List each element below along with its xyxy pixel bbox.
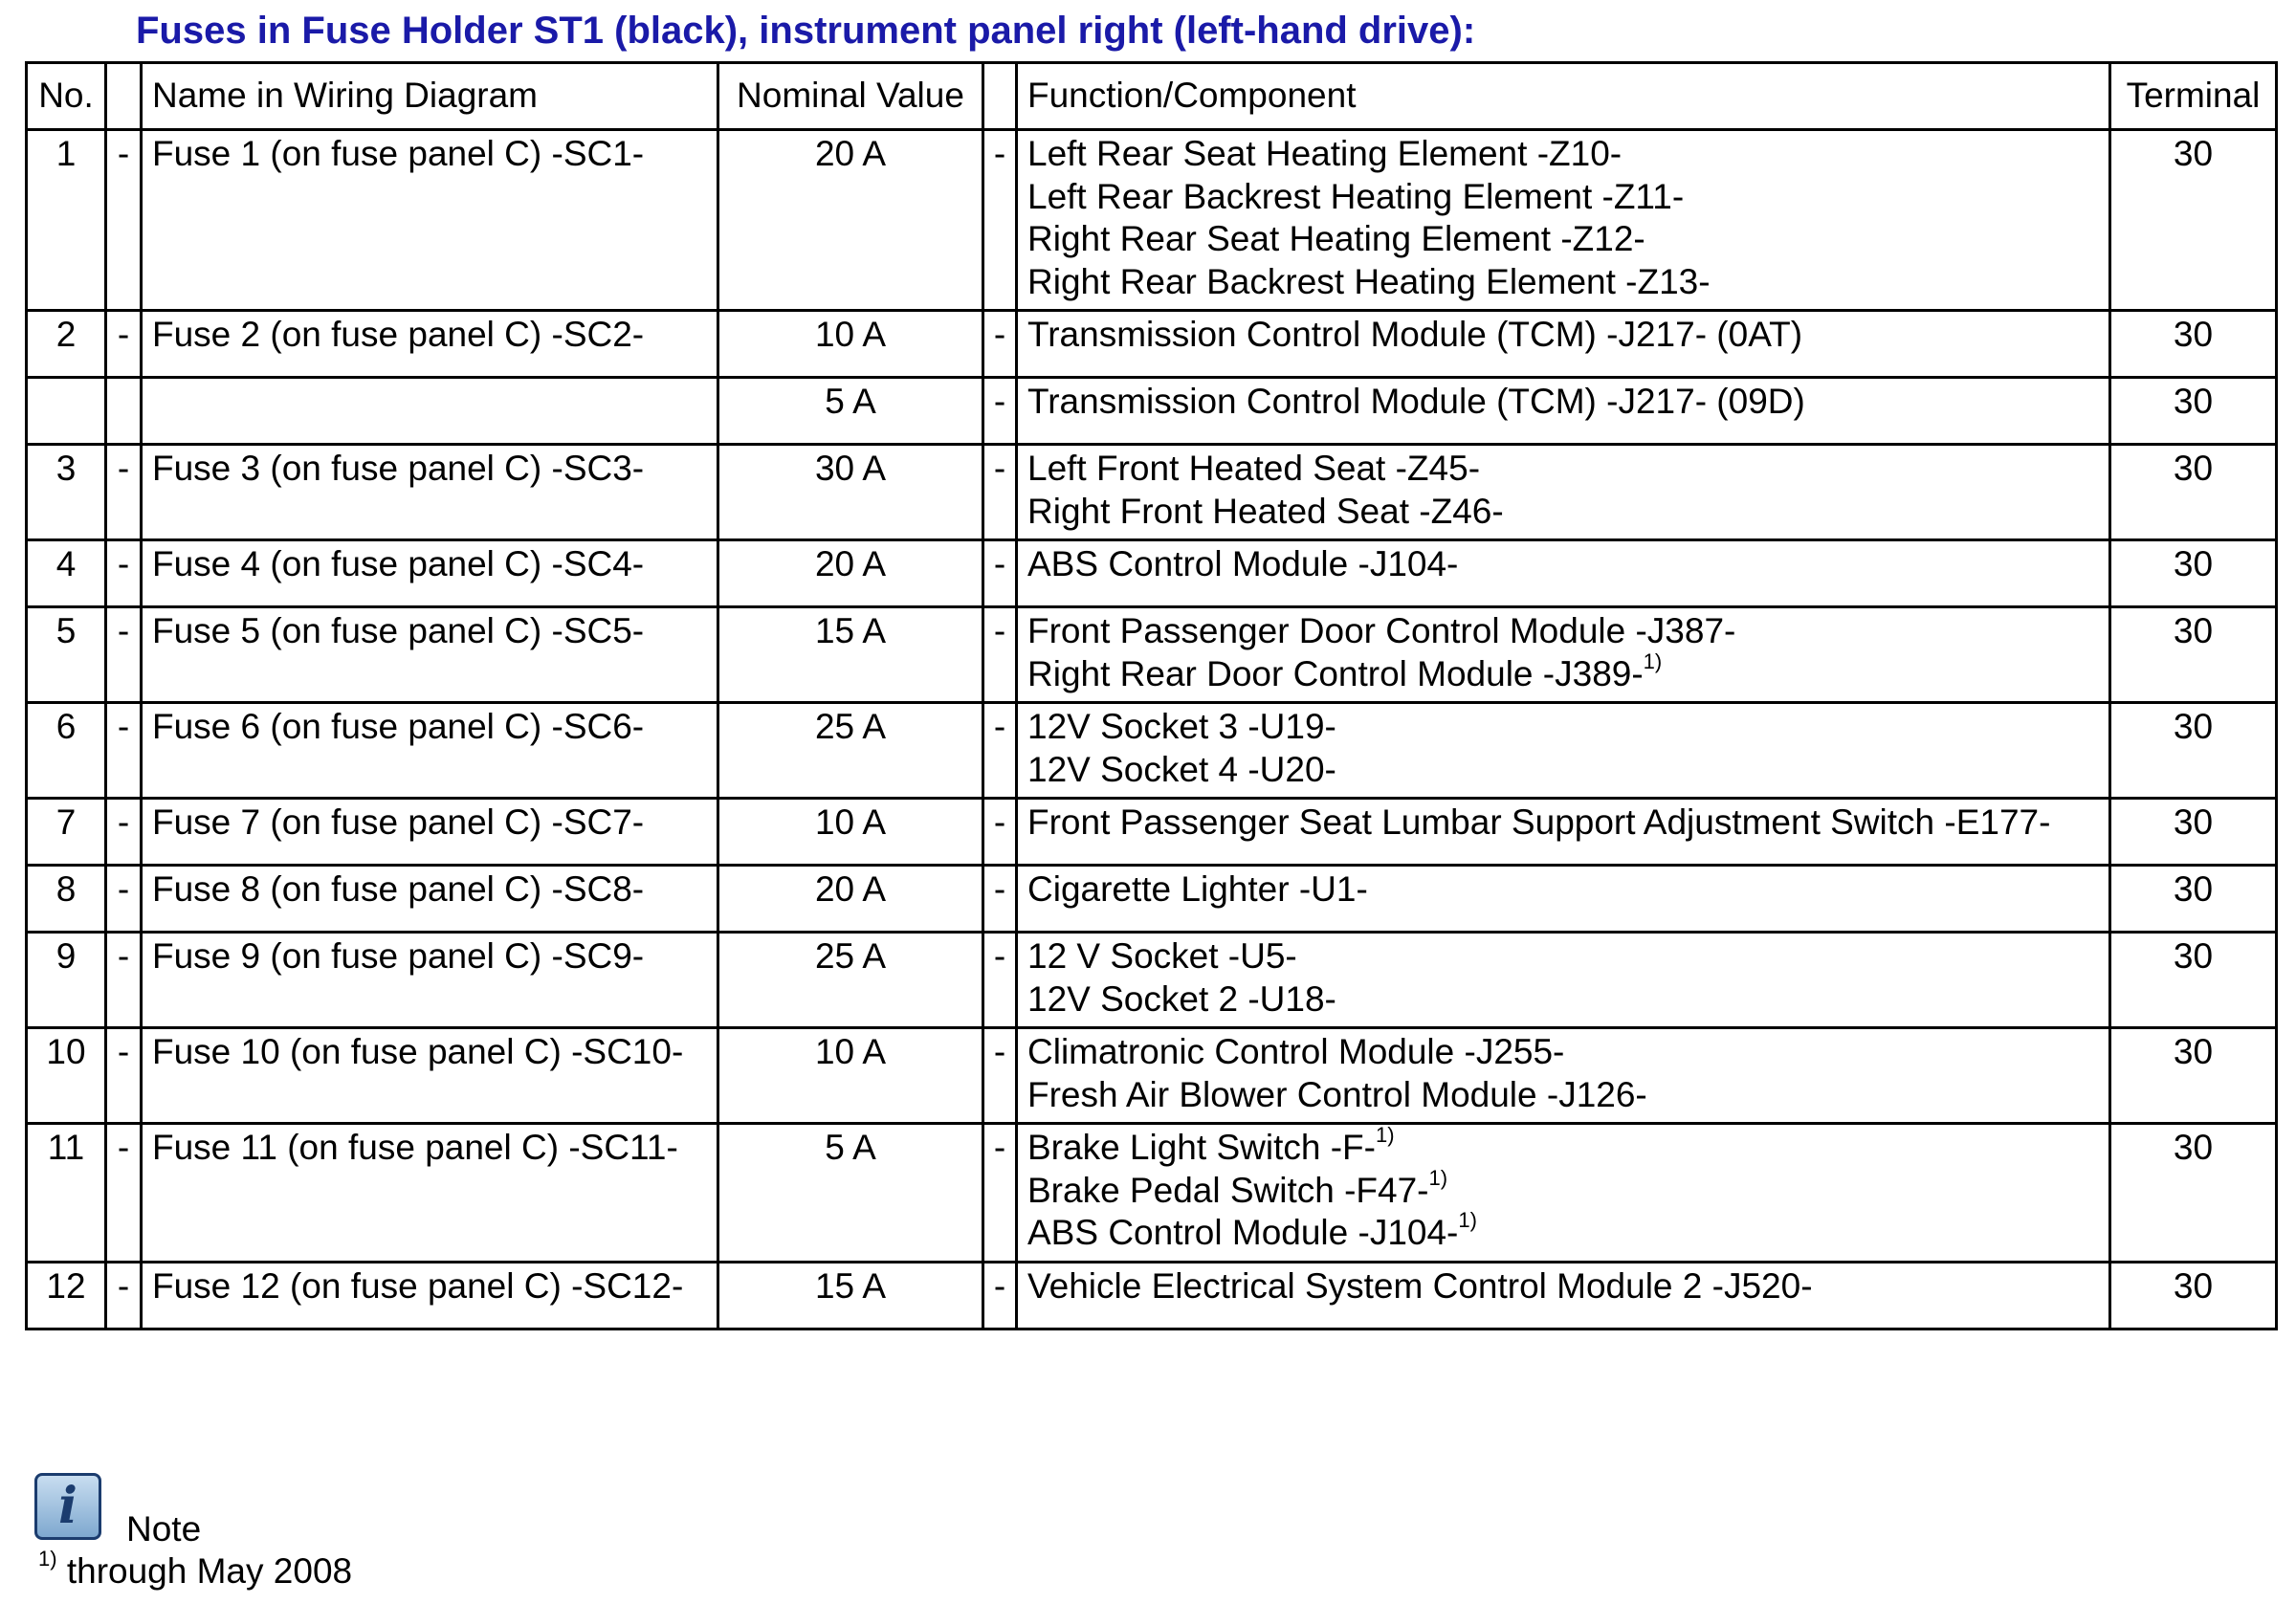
cell-dash: -	[106, 1262, 142, 1329]
cell-name	[142, 378, 718, 445]
table-row	[27, 311, 2277, 378]
cell-nominal-value: 5 A	[718, 378, 983, 445]
cell-name: Fuse 6 (on fuse panel C) -SC6-	[142, 703, 718, 799]
cell-terminal: 30	[2110, 799, 2277, 866]
table-row	[27, 933, 2277, 1028]
cell-dash: -	[106, 933, 142, 1028]
cell-terminal: 30	[2110, 311, 2277, 378]
cell-nominal-value: 25 A	[718, 703, 983, 799]
cell-dash: -	[106, 540, 142, 607]
cell-nominal-value: 20 A	[718, 866, 983, 933]
table-row	[27, 378, 2277, 445]
cell-name: Fuse 7 (on fuse panel C) -SC7-	[142, 799, 718, 866]
cell-terminal: 30	[2110, 445, 2277, 540]
cell-nominal-value: 20 A	[718, 130, 983, 311]
table-row	[27, 1124, 2277, 1263]
cell-dash: -	[983, 607, 1017, 703]
header-name: Name in Wiring Diagram	[142, 63, 718, 130]
cell-terminal: 30	[2110, 378, 2277, 445]
cell-function	[1017, 1262, 2110, 1329]
function-line	[1027, 935, 2108, 978]
cell-name: Fuse 5 (on fuse panel C) -SC5-	[142, 607, 718, 703]
cell-no	[27, 378, 106, 445]
cell-terminal: 30	[2110, 1124, 2277, 1263]
footnote-marker: 1)	[38, 1547, 57, 1571]
function-text: Brake Pedal Switch -F47-	[1027, 1170, 1429, 1210]
table-row	[27, 130, 2277, 311]
cell-nominal-value: 15 A	[718, 607, 983, 703]
header-row	[27, 63, 2277, 130]
footnote-text: through May 2008	[66, 1551, 353, 1591]
function-line	[1027, 543, 2108, 586]
function-text: ABS Control Module -J104-	[1027, 1213, 1459, 1252]
function-text: 12V Socket 2 -U18-	[1027, 978, 1336, 1019]
footnote-ref: 1)	[1643, 648, 1663, 673]
table-row	[27, 1262, 2277, 1329]
function-line	[1027, 491, 2108, 534]
cell-terminal: 30	[2110, 933, 2277, 1028]
table-row	[27, 799, 2277, 866]
cell-nominal-value: 10 A	[718, 799, 983, 866]
cell-function	[1017, 933, 2110, 1028]
function-text: Transmission Control Module (TCM) -J217- (09D)	[1027, 382, 1805, 421]
table-row	[27, 607, 2277, 703]
cell-nominal-value: 20 A	[718, 540, 983, 607]
function-text: ABS Control Module -J104-	[1027, 544, 1459, 583]
function-text: Right Rear Door Control Module -J389-	[1027, 653, 1644, 693]
cell-dash: -	[983, 130, 1017, 311]
cell-terminal: 30	[2110, 866, 2277, 933]
cell-no: 12	[27, 1262, 106, 1329]
cell-name: Fuse 8 (on fuse panel C) -SC8-	[142, 866, 718, 933]
function-line	[1027, 610, 2108, 653]
table-row	[27, 445, 2277, 540]
cell-function	[1017, 866, 2110, 933]
cell-dash: -	[106, 130, 142, 311]
function-line	[1027, 978, 2108, 1022]
cell-function	[1017, 540, 2110, 607]
cell-function	[1017, 607, 2110, 703]
cell-dash: -	[106, 1124, 142, 1263]
cell-function	[1017, 1124, 2110, 1263]
cell-terminal: 30	[2110, 607, 2277, 703]
cell-name: Fuse 9 (on fuse panel C) -SC9-	[142, 933, 718, 1028]
function-text: Left Rear Seat Heating Element -Z10-	[1027, 134, 1623, 173]
table-row	[27, 866, 2277, 933]
cell-no: 2	[27, 311, 106, 378]
function-line	[1027, 706, 2108, 749]
cell-no: 8	[27, 866, 106, 933]
function-text: 12V Socket 4 -U20-	[1027, 749, 1336, 789]
function-text: Right Front Heated Seat -Z46-	[1027, 491, 1504, 531]
cell-name: Fuse 1 (on fuse panel C) -SC1-	[142, 130, 718, 311]
header-nominal-value: Nominal Value	[718, 63, 983, 130]
function-line	[1027, 648, 2108, 696]
function-text: Fresh Air Blower Control Module -J126-	[1027, 1074, 1647, 1114]
cell-name: Fuse 2 (on fuse panel C) -SC2-	[142, 311, 718, 378]
table-row	[27, 1028, 2277, 1124]
function-text: 12 V Socket -U5-	[1027, 936, 1297, 976]
function-text: 12V Socket 3 -U19-	[1027, 707, 1336, 746]
cell-dash: -	[983, 1262, 1017, 1329]
cell-terminal: 30	[2110, 130, 2277, 311]
function-line	[1027, 1265, 2108, 1308]
cell-dash: -	[106, 703, 142, 799]
cell-nominal-value: 25 A	[718, 933, 983, 1028]
function-line	[1027, 261, 2108, 304]
function-text: Cigarette Lighter -U1-	[1027, 869, 1368, 909]
function-line	[1027, 381, 2108, 424]
function-text: Right Rear Seat Heating Element -Z12-	[1027, 219, 1645, 258]
cell-dash: -	[106, 799, 142, 866]
cell-terminal: 30	[2110, 1028, 2277, 1124]
note-label: Note	[126, 1509, 202, 1549]
header-no: No.	[27, 63, 106, 130]
cell-nominal-value: 10 A	[718, 311, 983, 378]
function-line	[1027, 314, 2108, 357]
function-text: Front Passenger Seat Lumbar Support Adjustment Switch -E177-	[1027, 802, 2051, 842]
info-icon	[34, 1473, 101, 1540]
cell-function	[1017, 378, 2110, 445]
cell-dash: -	[983, 378, 1017, 445]
function-line	[1027, 1208, 2108, 1255]
header-terminal: Terminal	[2110, 63, 2277, 130]
cell-nominal-value: 30 A	[718, 445, 983, 540]
cell-dash: -	[106, 607, 142, 703]
cell-name: Fuse 12 (on fuse panel C) -SC12-	[142, 1262, 718, 1329]
cell-no: 4	[27, 540, 106, 607]
cell-dash: -	[983, 799, 1017, 866]
cell-function	[1017, 1028, 2110, 1124]
cell-dash: -	[983, 540, 1017, 607]
cell-terminal: 30	[2110, 703, 2277, 799]
function-text: Climatronic Control Module -J255-	[1027, 1032, 1565, 1071]
cell-function	[1017, 799, 2110, 866]
function-line	[1027, 802, 2108, 845]
cell-dash: -	[983, 703, 1017, 799]
cell-no: 1	[27, 130, 106, 311]
cell-nominal-value: 10 A	[718, 1028, 983, 1124]
header-dash	[983, 63, 1017, 130]
cell-nominal-value: 15 A	[718, 1262, 983, 1329]
cell-dash: -	[983, 445, 1017, 540]
fuse-table	[25, 61, 2278, 1330]
cell-no: 3	[27, 445, 106, 540]
function-text: Left Front Heated Seat -Z45-	[1027, 449, 1481, 488]
cell-dash: -	[983, 933, 1017, 1028]
table-row	[27, 703, 2277, 799]
info-icon-glyph: i	[58, 1477, 77, 1535]
cell-nominal-value: 5 A	[718, 1124, 983, 1263]
cell-function	[1017, 445, 2110, 540]
page-title: Fuses in Fuse Holder ST1 (black), instrument panel right (left-hand drive):	[136, 10, 1476, 52]
function-line	[1027, 1031, 2108, 1074]
cell-function	[1017, 311, 2110, 378]
function-line	[1027, 1165, 2108, 1213]
function-line	[1027, 176, 2108, 219]
cell-name: Fuse 3 (on fuse panel C) -SC3-	[142, 445, 718, 540]
cell-no: 6	[27, 703, 106, 799]
function-text: Front Passenger Door Control Module -J387-	[1027, 611, 1736, 650]
cell-name: Fuse 4 (on fuse panel C) -SC4-	[142, 540, 718, 607]
cell-dash: -	[983, 1028, 1017, 1124]
function-line	[1027, 1123, 2108, 1170]
table-row	[27, 540, 2277, 607]
cell-dash: -	[106, 1028, 142, 1124]
cell-no: 9	[27, 933, 106, 1028]
function-line	[1027, 1074, 2108, 1117]
function-text: Transmission Control Module (TCM) -J217- (0AT)	[1027, 315, 1803, 354]
header-function: Function/Component	[1017, 63, 2110, 130]
header-dash	[106, 63, 142, 130]
cell-dash: -	[106, 866, 142, 933]
cell-dash	[106, 378, 142, 445]
function-text: Right Rear Backrest Heating Element -Z13-	[1027, 261, 1711, 301]
function-text: Brake Light Switch -F-	[1027, 1128, 1376, 1167]
cell-name: Fuse 10 (on fuse panel C) -SC10-	[142, 1028, 718, 1124]
cell-dash: -	[106, 311, 142, 378]
cell-no: 5	[27, 607, 106, 703]
footnote-ref: 1)	[1458, 1208, 1477, 1232]
function-line	[1027, 749, 2108, 792]
cell-name: Fuse 11 (on fuse panel C) -SC11-	[142, 1124, 718, 1263]
cell-terminal: 30	[2110, 540, 2277, 607]
cell-terminal: 30	[2110, 1262, 2277, 1329]
cell-dash: -	[983, 866, 1017, 933]
footnote	[38, 1547, 353, 1592]
function-line	[1027, 448, 2108, 491]
cell-function	[1017, 130, 2110, 311]
footnote-ref: 1)	[1428, 1165, 1448, 1190]
cell-dash: -	[983, 1124, 1017, 1263]
cell-no: 11	[27, 1124, 106, 1263]
table-body	[27, 130, 2277, 1329]
footnote-ref: 1)	[1375, 1123, 1395, 1147]
function-text: Left Rear Backrest Heating Element -Z11-	[1027, 176, 1685, 216]
function-text: Vehicle Electrical System Control Module 2 -J520-	[1027, 1265, 1813, 1306]
cell-dash: -	[983, 311, 1017, 378]
cell-function	[1017, 703, 2110, 799]
cell-dash: -	[106, 445, 142, 540]
function-line	[1027, 218, 2108, 261]
function-line	[1027, 133, 2108, 176]
cell-no: 7	[27, 799, 106, 866]
cell-no: 10	[27, 1028, 106, 1124]
function-line	[1027, 868, 2108, 912]
